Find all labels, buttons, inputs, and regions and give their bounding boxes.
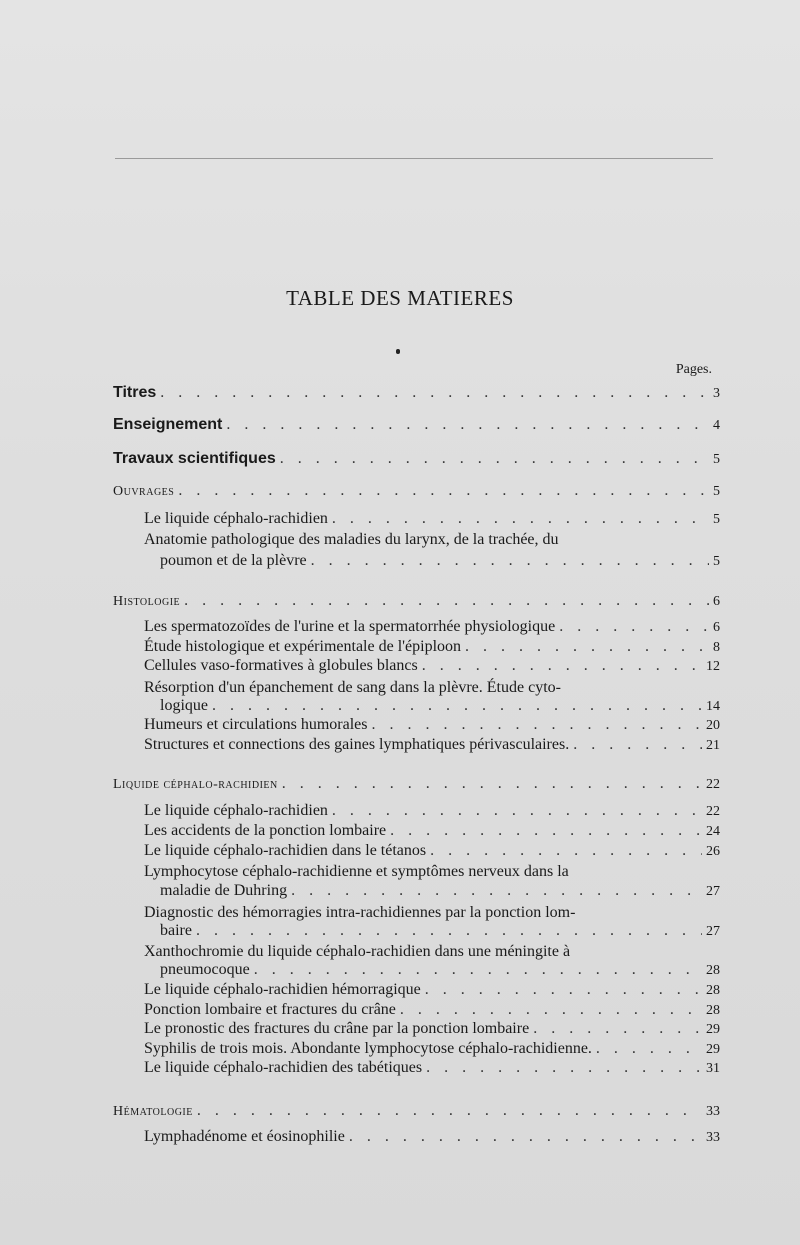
toc-item-continuation: pneumocoque [160,961,250,978]
dot-leader [184,592,709,610]
toc-item-label: Le liquide céphalo-rachidien [144,510,328,527]
toc-page-number: 33 [706,1104,720,1119]
dot-leader [559,618,709,636]
dot-leader [282,775,702,793]
toc-item-label: Humeurs et circulations humorales [144,716,368,733]
toc-entry-titres[interactable] [113,384,720,402]
toc-item[interactable] [160,552,720,570]
dot-leader [349,1128,702,1146]
toc-item[interactable] [144,657,720,675]
dot-leader [533,1020,702,1038]
toc-item-label: Le liquide céphalo-rachidien [144,802,328,819]
toc-page-number: 22 [706,777,720,792]
toc-item-label: Étude histologique et expérimentale de l'épiploon [144,638,462,655]
ornament-dot [396,349,400,354]
dot-leader [178,482,709,500]
dot-leader [465,638,709,656]
toc-item-label: Cellules vaso-formatives à globules blancs [144,657,418,674]
dot-leader [212,697,702,715]
toc-page-number: 28 [706,1003,720,1018]
dot-leader [311,552,709,570]
dot-leader [573,736,702,754]
toc-item-label: Structures et connections des gaines lymphatiques périvasculaires. [144,736,570,753]
pages-column-label: Pages. [675,362,712,377]
dot-leader [372,716,703,734]
toc-item[interactable] [144,802,720,820]
toc-page-number: 31 [706,1061,720,1076]
toc-item[interactable] [160,961,720,979]
dot-leader [400,1001,702,1019]
dot-leader [226,416,709,434]
toc-item-label: Xanthochromie du liquide céphalo-rachidien dans une méningite à [144,943,571,960]
page-title: TABLE DES MATIERES [286,286,514,310]
toc-item-label: Syphilis de trois mois. Abondante lymphocytose céphalo-rachidienne. [144,1040,592,1057]
toc-section-label: Histologie [113,594,181,609]
dot-leader [332,802,702,820]
toc-page-number: 5 [713,484,720,499]
toc-page-number: 29 [706,1042,720,1057]
toc-item-continuation: logique [160,697,208,714]
dot-leader [196,922,702,940]
toc-item[interactable] [144,1128,720,1146]
toc-item[interactable] [160,697,720,715]
toc-entry-label: Titres [113,384,157,401]
toc-item[interactable] [144,1001,720,1019]
dot-leader [332,510,709,528]
dot-leader [291,882,702,900]
dot-leader [596,1040,702,1058]
toc-item-label: Les accidents de la ponction lombaire [144,822,387,839]
toc-item-label: Lymphocytose céphalo-rachidienne et symptômes nerveux dans la [144,863,569,880]
toc-item-label: Le liquide céphalo-rachidien hémorragique [144,981,421,998]
dot-leader [425,981,702,999]
dot-leader [426,1059,702,1077]
toc-item-continuation: maladie de Duhring [160,882,288,899]
toc-section-histologie[interactable] [113,592,720,610]
toc-item[interactable] [144,716,720,734]
toc-section-label: Hématologie [113,1104,193,1119]
dot-leader [422,657,702,675]
toc-page-number: 4 [713,418,720,433]
toc-item[interactable] [160,922,720,940]
header-rule [115,158,713,159]
toc-page-number: 24 [706,824,720,839]
dot-leader [254,961,702,979]
toc-section-label: Liquide céphalo-rachidien [113,777,278,792]
toc-section-hematologie[interactable] [113,1102,720,1120]
toc-page-number: 8 [713,640,720,655]
toc-item[interactable] [160,882,720,900]
toc-section-ouvrages[interactable] [113,482,720,500]
toc-page-number: 5 [713,512,720,527]
toc-item[interactable] [144,842,720,860]
dot-leader [280,450,709,468]
toc-entry-label: Travaux scientifiques [113,450,276,467]
toc-page-number: 20 [706,718,720,733]
toc-page-number: 6 [713,620,720,635]
toc-entry-travaux[interactable] [113,450,720,468]
toc-item[interactable] [144,822,720,840]
toc-item[interactable] [144,981,720,999]
toc-item-label: Le liquide céphalo-rachidien des tabétiques [144,1059,423,1076]
toc-item-label: Les spermatozoïdes de l'urine et la spermatorrhée physiologique [144,618,556,635]
toc-item-label: Résorption d'un épanchement de sang dans la plèvre. Étude cyto- [144,679,561,696]
toc-item[interactable] [144,1059,720,1077]
toc-page-number: 33 [706,1130,720,1145]
toc-page-number: 6 [713,594,720,609]
toc-section-liquide[interactable] [113,775,720,793]
toc-page-number: 26 [706,844,720,859]
toc-item[interactable] [144,618,720,636]
toc-page-number: 5 [713,452,720,467]
dot-leader [430,842,702,860]
toc-item-label: Anatomie pathologique des maladies du larynx, de la trachée, du [144,531,559,548]
toc-page-number: 28 [706,983,720,998]
toc-page-number: 22 [706,804,720,819]
toc-item[interactable] [144,510,720,528]
toc-page-number: 27 [706,884,720,899]
toc-page-number: 3 [713,386,720,401]
toc-page-number: 12 [706,659,720,674]
toc-item[interactable] [144,638,720,656]
toc-item-label: Le pronostic des fractures du crâne par la ponction lombaire [144,1020,530,1037]
toc-item-label: Le liquide céphalo-rachidien dans le tétanos [144,842,427,859]
toc-page-number: 29 [706,1022,720,1037]
dot-leader [197,1102,702,1120]
toc-page-number: 5 [713,554,720,569]
dot-leader [160,384,709,402]
toc-page-number: 21 [706,738,720,753]
toc-item-label: Diagnostic des hémorragies intra-rachidiennes par la ponction lom- [144,904,576,921]
toc-item-continuation: poumon et de la plèvre [160,552,307,569]
toc-item[interactable] [144,1020,720,1038]
toc-entry-label: Enseignement [113,416,223,433]
toc-section-label: Ouvrages [113,484,175,499]
toc-item[interactable] [144,736,720,754]
toc-entry-enseignement[interactable] [113,416,720,434]
toc-item-label: Lymphadénome et éosinophilie [144,1128,345,1145]
toc-page-number: 14 [706,699,720,714]
toc-page-number: 28 [706,963,720,978]
toc-item[interactable] [144,1040,720,1058]
dot-leader [390,822,702,840]
toc-item-label: Ponction lombaire et fractures du crâne [144,1001,396,1018]
toc-item-continuation: baire [160,922,192,939]
toc-page-number: 27 [706,924,720,939]
